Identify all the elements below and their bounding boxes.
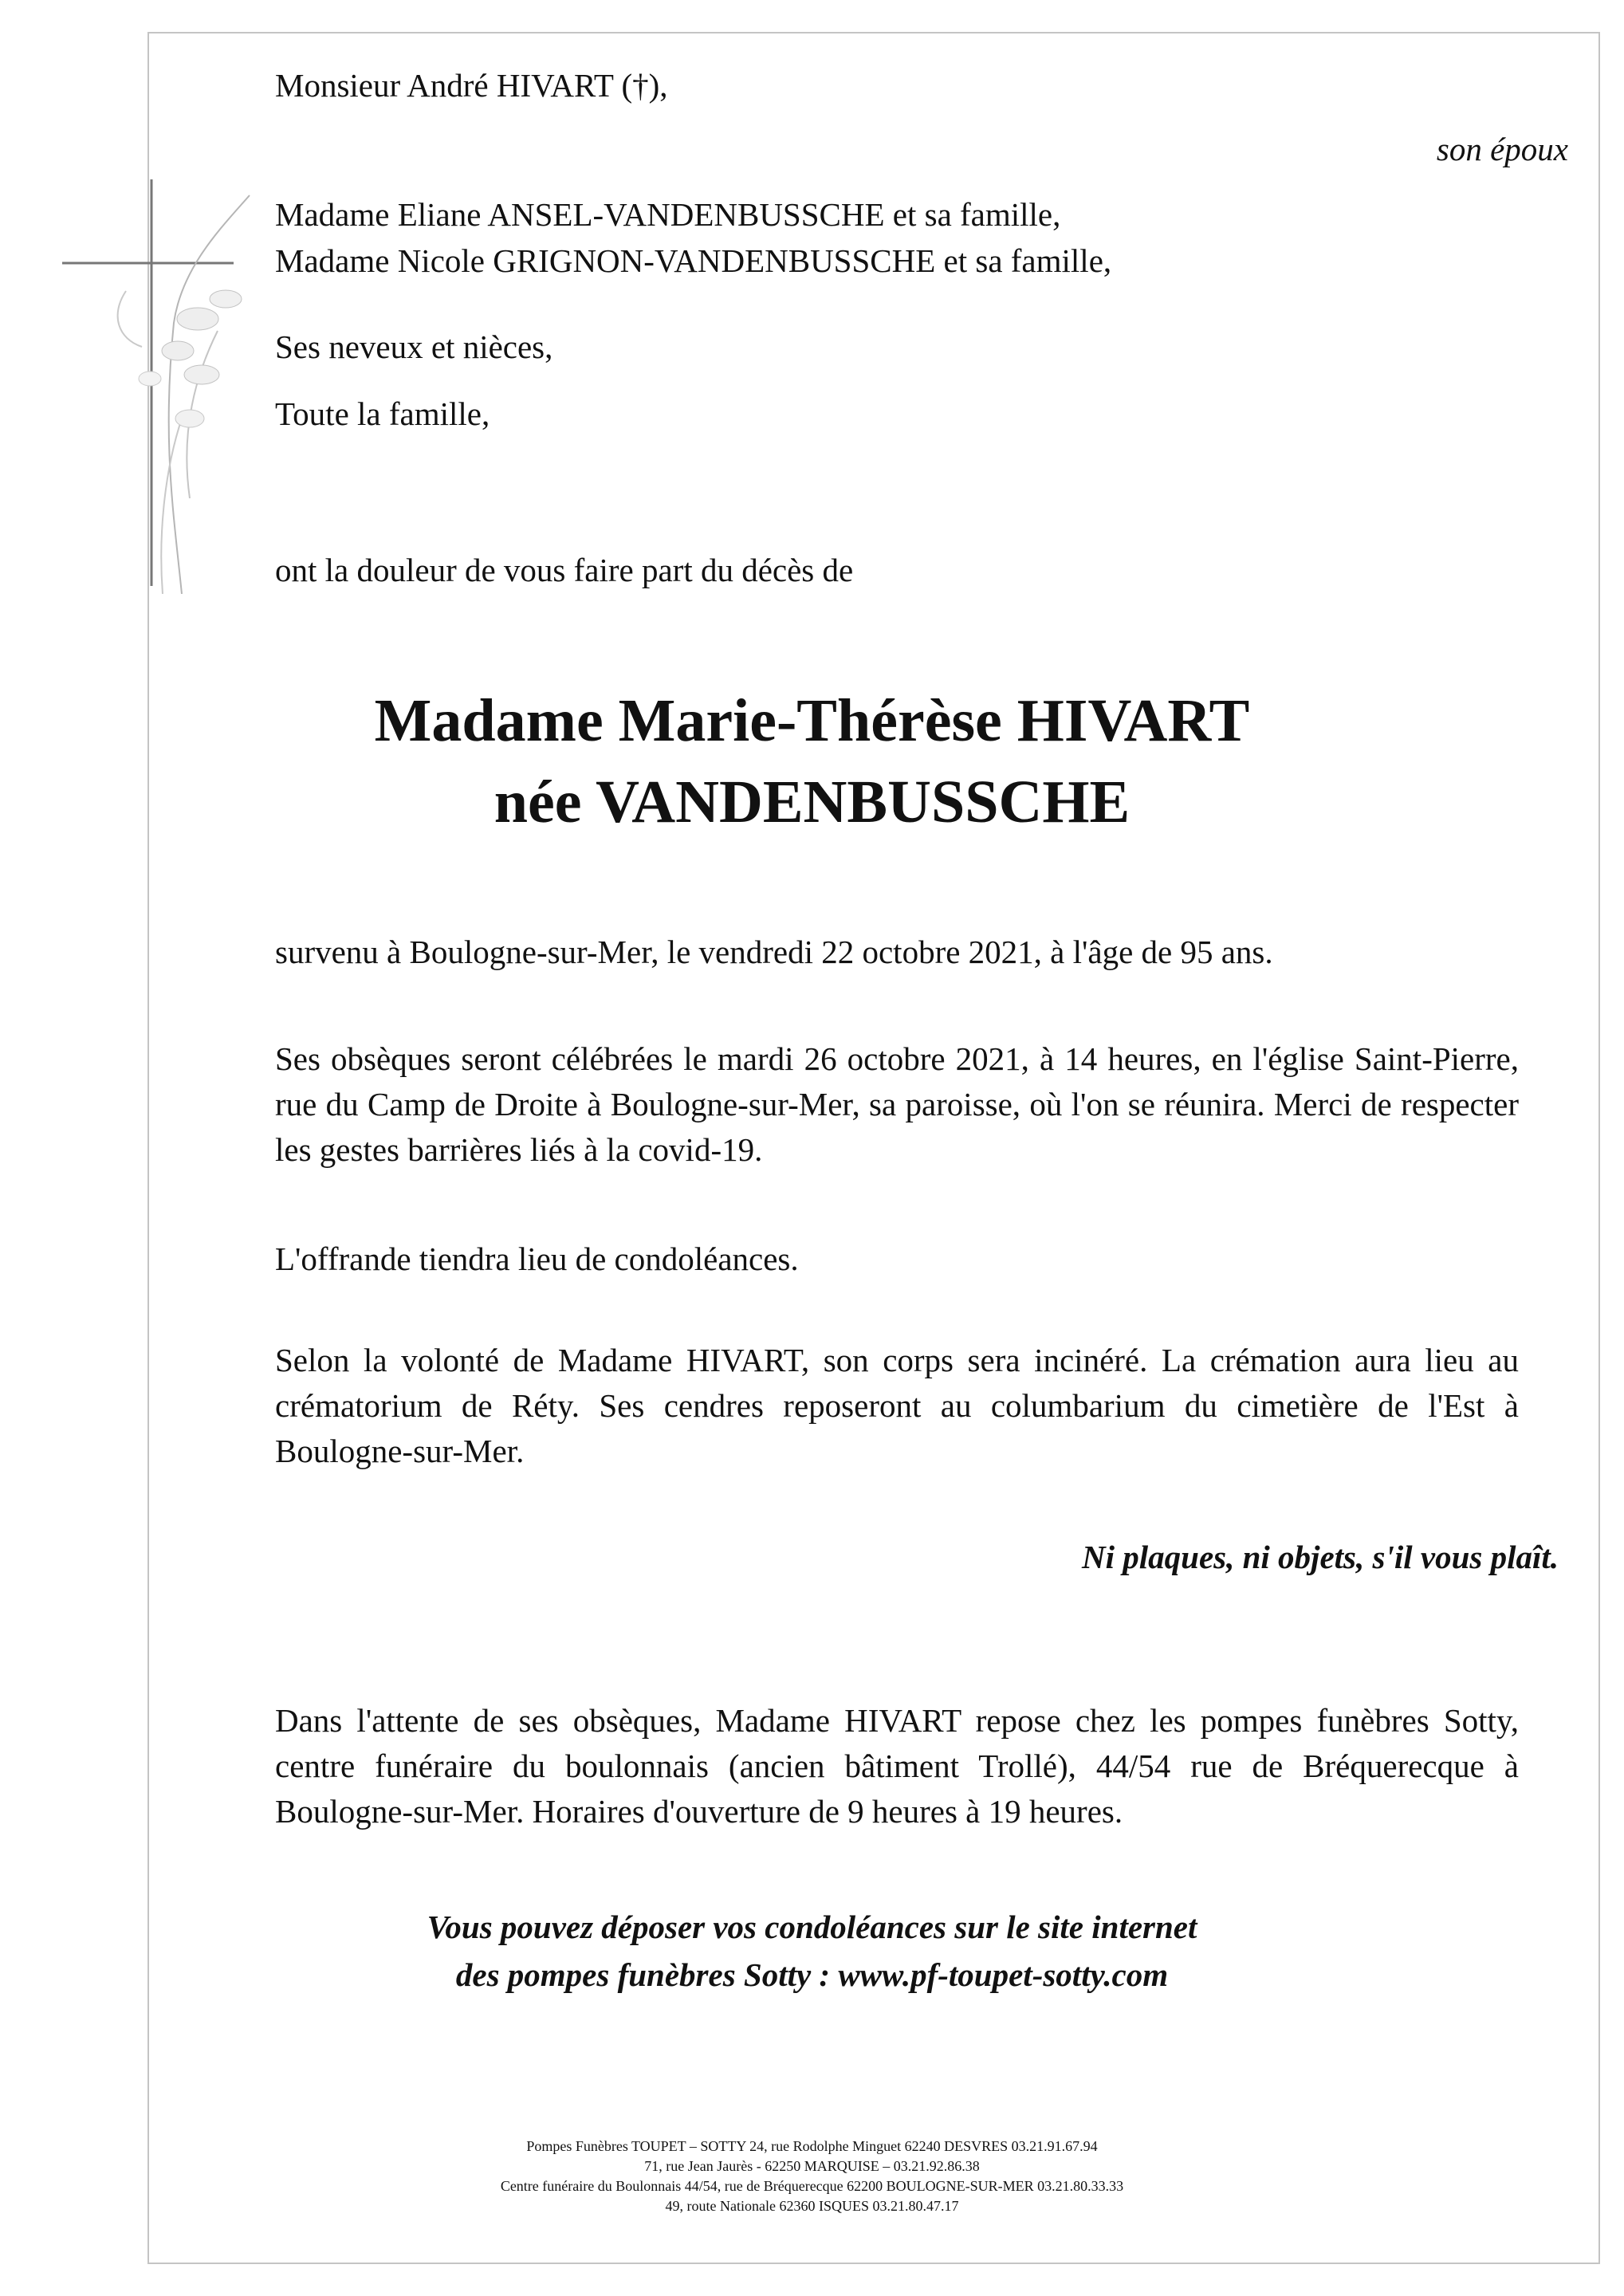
condolences-line-1: Vous pouvez déposer vos condoléances sur le site internet xyxy=(427,1909,1197,1945)
offering-line: L'offrande tiendra lieu de condoléances. xyxy=(275,1240,799,1277)
family-line-4: Toute la famille, xyxy=(275,395,490,432)
family-line-2: Madame Nicole GRIGNON-VANDENBUSSCHE et sa famille, xyxy=(275,242,1112,279)
spouse-role: son époux xyxy=(1436,131,1568,167)
funeral-paragraph: Ses obsèques seront célébrées le mardi 26 octobre 2021, à 14 heures, en l'église Saint-Pierre, rue du Camp de Droite à Boulogne-sur-Mer, sa paroisse, où l'on se réunira. Merci de respecter les gestes barrières liés à la covid-19. xyxy=(275,1040,1519,1168)
no-plaques-note: Ni plaques, ni objets, s'il vous plaît. xyxy=(1082,1539,1559,1575)
cross-orchid-icon xyxy=(62,179,254,594)
footer-line-1: Pompes Funèbres TOUPET – SOTTY 24, rue Rodolphe Minguet 62240 DESVRES 03.21.91.67.94 xyxy=(526,2138,1098,2154)
resting-paragraph: Dans l'attente de ses obsèques, Madame HIVART repose chez les pompes funèbres Sotty, centre funéraire du boulonnais (ancien bâtiment Trollé), 44/54 rue de Bréquerecque à Boulogne-sur-Mer. Horaires d'ouverture de 9 heures à 19 heures. xyxy=(275,1702,1519,1830)
spouse-line: Monsieur André HIVART (†), xyxy=(275,67,668,104)
deceased-maiden-name: née VANDENBUSSCHE xyxy=(493,769,1131,835)
footer-line-4: 49, route Nationale 62360 ISQUES 03.21.80.47.17 xyxy=(665,2198,959,2214)
deceased-name: Madame Marie-Thérèse HIVART xyxy=(374,687,1250,754)
intro-line: ont la douleur de vous faire part du décès de xyxy=(275,552,854,588)
condolences-line-2: des pompes funèbres Sotty : www.pf-toupet-sotty.com xyxy=(455,1956,1169,1993)
footer-line-2: 71, rue Jean Jaurès - 62250 MARQUISE – 03.21.92.86.38 xyxy=(644,2158,980,2174)
death-details: survenu à Boulogne-sur-Mer, le vendredi 22 octobre 2021, à l'âge de 95 ans. xyxy=(275,934,1273,970)
footer-line-3: Centre funéraire du Boulonnais 44/54, rue de Bréquerecque 62200 BOULOGNE-SUR-MER 03.21.80.33.33 xyxy=(500,2178,1124,2194)
family-line-1: Madame Eliane ANSEL-VANDENBUSSCHE et sa famille, xyxy=(275,196,1061,233)
family-line-3: Ses neveux et nièces, xyxy=(275,328,553,365)
cremation-paragraph: Selon la volonté de Madame HIVART, son corps sera incinéré. La crémation aura lieu au crématorium de Réty. Ses cendres reposeront au columbarium du cimetière de l'Est à Boulogne-sur-Mer. xyxy=(275,1342,1519,1469)
